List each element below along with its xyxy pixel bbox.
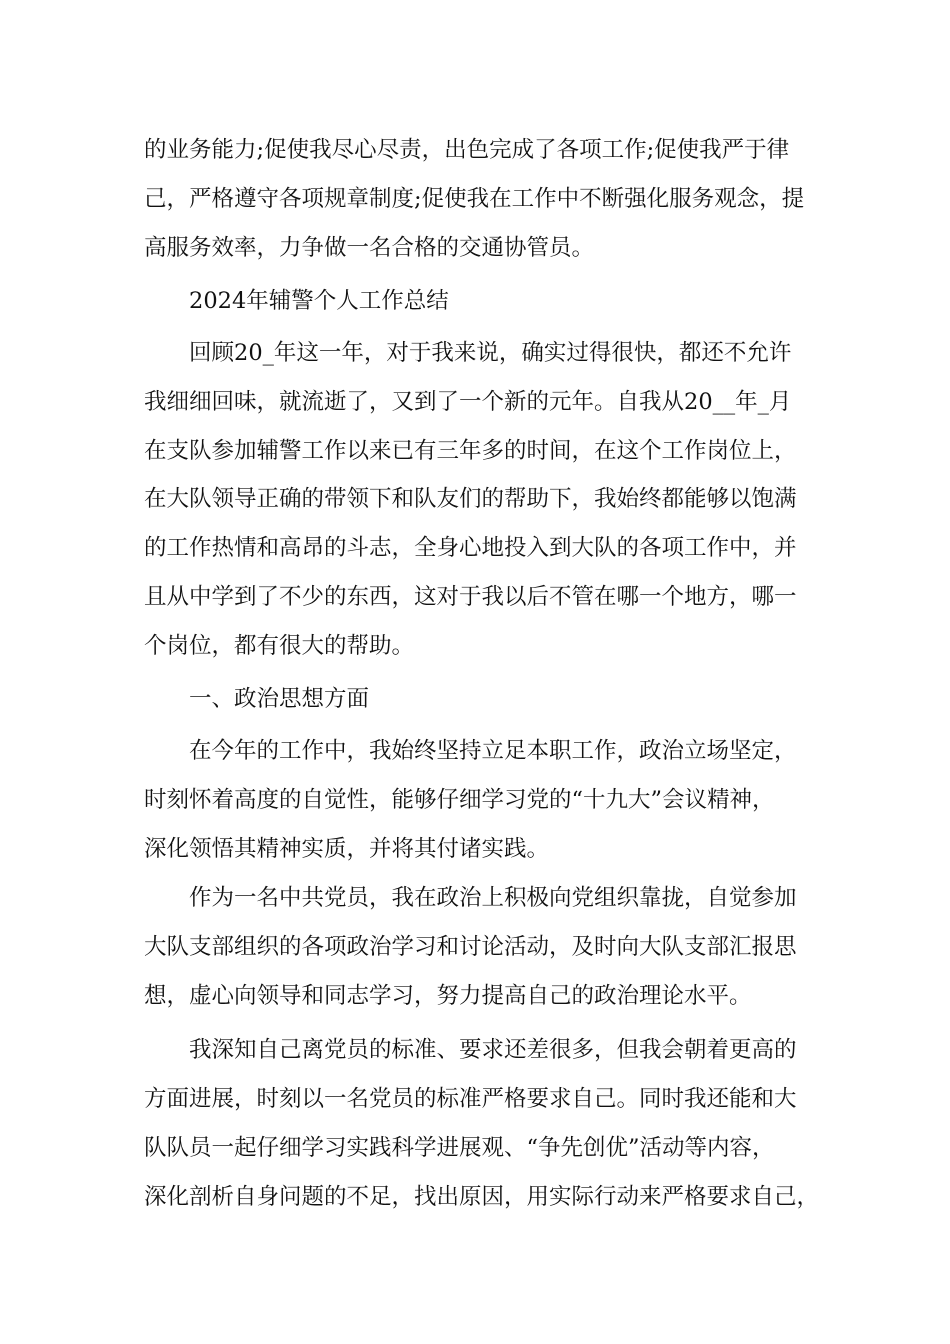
text-line: 时刻怀着高度的自觉性，能够仔细学习党的“十九大”会议精神， (144, 787, 775, 813)
text-line: 且从中学到了不少的东西，这对于我以后不管在哪一个地方，哪一 (144, 584, 797, 610)
text-line: 个岗位，都有很大的帮助。 (144, 633, 415, 659)
text-line: 回顾20_年这一年，对于我来说，确实过得很快，都还不允许 (189, 340, 792, 366)
text-line: 在大队领导正确的带领下和队友们的帮助下，我始终都能够以饱满 (144, 486, 797, 512)
text-line: 大队支部组织的各项政治学习和讨论活动，及时向大队支部汇报思 (144, 934, 797, 960)
text-line: 己，严格遵守各项规章制度;促使我在工作中不断强化服务观念，提 (144, 186, 805, 212)
text-line: 的业务能力;促使我尽心尽责，出色完成了各项工作;促使我严于律 (144, 137, 790, 163)
text-line: 想，虚心向领导和同志学习，努力提高自己的政治理论水平。 (144, 983, 752, 1009)
text-line: 在今年的工作中，我始终坚持立足本职工作，政治立场坚定， (189, 738, 797, 764)
text-line: 队队员一起仔细学习实践科学进展观、“争先创优”活动等内容， (144, 1135, 775, 1161)
text-line: 高服务效率，力争做一名合格的交通协管员。 (144, 235, 595, 261)
text-line: 在支队参加辅警工作以来已有三年多的时间，在这个工作岗位上， (144, 438, 797, 464)
text-line: 我细细回味，就流逝了，又到了一个新的元年。自我从20__年_月 (144, 389, 792, 415)
text-line: 的工作热情和高昂的斗志，全身心地投入到大队的各项工作中，并 (144, 535, 797, 561)
text-line: 我深知自己离党员的标准、要求还差很多，但我会朝着更高的 (189, 1037, 797, 1063)
text-line: 作为一名中共党员，我在政治上积极向党组织靠拢，自觉参加 (189, 885, 797, 911)
section-title: 2024年辅警个人工作总结 (189, 288, 449, 314)
text-line: 深化领悟其精神实质，并将其付诸实践。 (144, 836, 550, 862)
section-heading: 一、政治思想方面 (189, 686, 370, 712)
text-line: 深化剖析自身问题的不足，找出原因，用实际行动来严格要求自己， (144, 1184, 820, 1210)
text-line: 方面进展，时刻以一名党员的标准严格要求自己。同时我还能和大 (144, 1086, 797, 1112)
